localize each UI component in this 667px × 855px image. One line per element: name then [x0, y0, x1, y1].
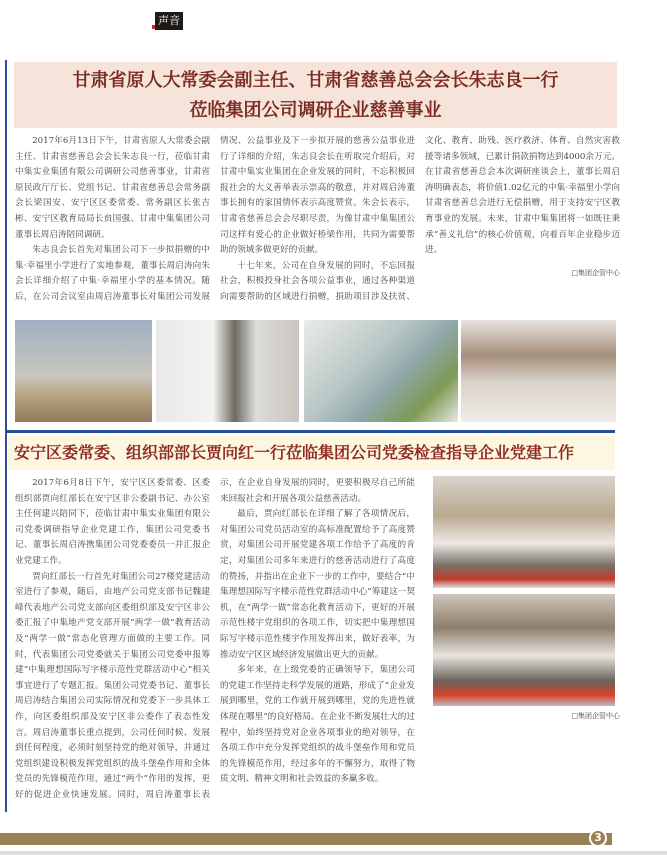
article2-body: [15, 476, 620, 816]
footer-strip: [0, 851, 667, 855]
article1-body: [15, 134, 620, 318]
section-divider: [5, 430, 615, 433]
article1-title: [14, 62, 617, 128]
article2-paragraph: 最后，贾向红部长在详细了解了各项情况后，对集团公司党员活动室的高标准配置给予了高度赞赏，对集团公司开展党建各项工作给予了高度的肯定，对集团公司多年来进行的慈善活动进行了高度的赞扬，并指出在企业下一步的工作中，要结合“中集理想国际写字楼示范性党群活动中心”筹建这一契机，在“两学一做”常态化教育活动下，更好的开展示范性楼宇党组织的各项工作，切实把中集理想国际写字楼示范性楼宇作用发挥出来，做好表率，为推动安宁区区域经济发展做出更大的贡献。: [220, 509, 415, 660]
section-tag: 声音: [155, 12, 183, 30]
article2-paragraph: 多年来，在上级党委的正确领导下，集团公司的党建工作坚持走科学发展的道路，形成了“企业发展到哪里，党的工作就开展到哪里，党的先进性就体现在哪里”的良好格局。在企业不断发展壮大的过程中，始终坚持党对企业各项事业的绝对领导，在各项工作中充分发挥党组织的战斗堡垒作用和党员的先锋模范作用，经过多年的不懈努力，取得了物质文明、精神文明和社会效益的多赢多收。: [220, 665, 415, 785]
photo-conference-room: [461, 320, 616, 422]
photo-party-meeting-1: [433, 476, 615, 588]
article1-title-line2: 莅临集团公司调研企业慈善事业: [189, 100, 442, 121]
article2-paragraph: 贾向红部长一行首先对集团公司27楼党建活动室进行了参观，随后，由地产公司党支部书记魏建峰代表地产公司党支部向区委组织部及安宁区非公委汇报了中集地产党支部开展“两学一做”教育活动及“两学一做”常态化管理方面做的主要工作。同时，代表集团公司党委就关于集团公司党委申报筹建“中集理想国际写字楼示范性党群活动中心”相关事宜进行了专题汇报。集团公司党委书记、董事长周启涛结合集团公司实际情况和党委下一步具体工作，向区委组织部及安宁区非公委作了表态性发言。周启涛董事长重点提到，公司任何时候、发展到任何程度，必须时刻坚持党的绝对领导，并通过党组织建设积极发挥党组织的战斗堡垒作用和全体党员的先锋模范作用，通过“两个”作用的发挥，更好的促进企业快速发展。同时，周启涛董事长表示，在企业自身发展的同时，更要积极尽自己所能来回报社会和开展各项公益慈善活动。: [15, 478, 415, 800]
footer-bar: [0, 833, 612, 845]
article1-title-line1: 甘肃省原人大常委会副主任、甘肃省慈善总会会长朱志良一行: [72, 70, 559, 91]
article2-paragraph: 2017年6月8日下午，安宁区区委常委、区委组织部贾向红部长在安宁区非公委副书记、办公室主任何建兴陪同下，莅临甘肃中集实业集团有限公司党委调研指导企业党建工作，集团公司党委书记、董事长周启涛携集团公司党委委员一并汇报企业党建工作。: [15, 478, 210, 566]
left-border-line: [5, 60, 7, 812]
article1-paragraph: 十七年来，公司在自身发展的同时，不忘回报社会，积极投身社会各项公益事业，通过各种渠道向需要帮助的区域进行捐赠，捐助项目涉及扶贫、文化、教育、助残、医疗救济、体育、自然灾害救援等诸多领域，已累计捐款捐物达到4000余万元。在甘肃省慈善总会本次调研座谈会上，董事长周启涛明确表态，将价值1.02亿元的中集·幸福里小学向甘肃省慈善总会进行无偿捐赠，用于支持安宁区教育事业的发展。未来，甘肃中集集团将一如既往秉承“善义礼信”的核心价值观，向着百年企业稳步迈进。: [220, 136, 620, 302]
article1-caption: □集团企管中心: [571, 268, 620, 277]
article2-caption: □集团企管中心: [571, 712, 620, 720]
photo-corridor-walk: [156, 320, 299, 422]
page-number: 3: [589, 829, 607, 847]
photo-meeting-speaker: [304, 320, 458, 422]
article1-paragraph: 2017年6月13日下午，甘肃省原人大常委会副主任、甘肃省慈善总会会长朱志良一行，莅临甘肃中集实业集团有限公司调研公司慈善事业，甘肃省原民政厅厅长、党组书记、甘肃省慈善总会常务副会长梁国安、安宁区区委常委、常务副区长张吉彬、安宁区教育局局长贠国强、甘肃中集集团公司董事长周启涛陪同调研。: [15, 136, 210, 240]
photo-site-visit: [15, 320, 152, 422]
article2-title: 安宁区委常委、组织部部长贾向红一行莅临集团公司党委检查指导企业党建工作: [8, 436, 615, 470]
article1-paragraph: 朱志良会长首先对集团公司下一步拟捐赠的中集·幸福里小学进行了实地参观，董事长周启涛向朱会长详细介绍了中集·幸福里小学的基本情况。随后，在公司会议室由周启涛董事长对集团公司发展情况、公益事业及下一步拟开展的慈善公益事业进行了详细的介绍，朱志良会长在听取完介绍后，对甘肃中集实业集团在企业发展的同时，不忘积极回报社会的大义善举表示崇高的敬意，并对周启涛董事长拥有的家国情怀表示高度赞赏。朱会长表示，甘肃省慈善总会会尽职尽责，为像甘肃中集集团公司这样有爱心的企业做好桥梁作用，共同为需要帮助的领域多做更好的贡献。: [15, 136, 415, 302]
photo-party-meeting-2: [433, 594, 615, 706]
